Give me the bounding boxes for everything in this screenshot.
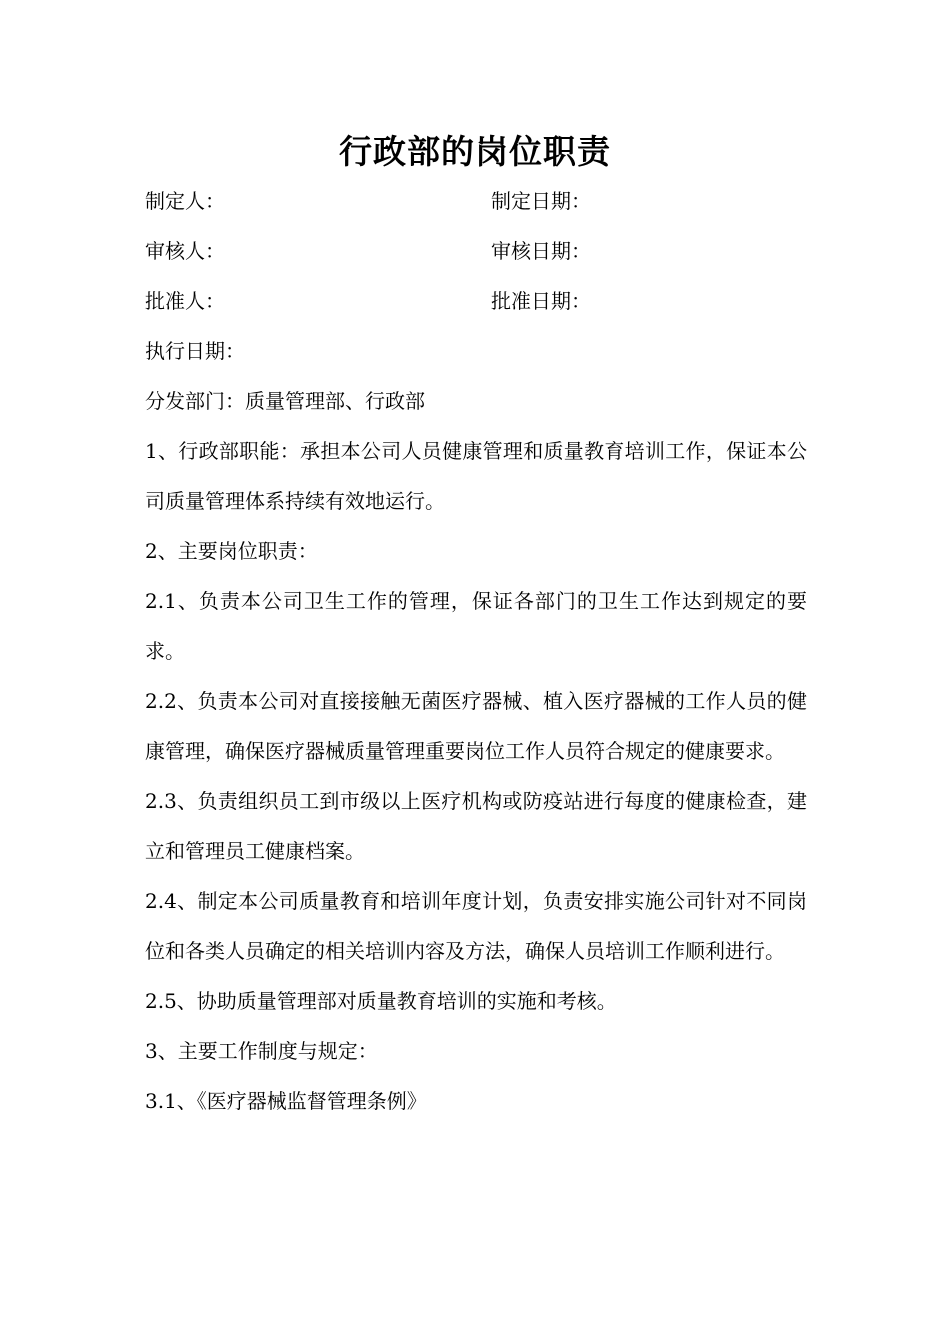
document-body <box>145 176 807 1126</box>
distribution-label: 分发部门：质量管理部、行政部 <box>145 389 425 413</box>
paragraph-2-3: 2.3、负责组织员工到市级以上医疗机构或防疫站进行每度的健康检查，建立和管理员工健康档案。 <box>145 789 807 863</box>
paragraph-3: 3、主要工作制度与规定： <box>145 1039 378 1063</box>
author-date-label: 制定日期： <box>491 189 591 213</box>
approval-date-label: 批准日期： <box>491 289 591 313</box>
paragraph-2: 2、主要岗位职责： <box>145 539 318 563</box>
document-title: 行政部的岗位职责 <box>339 132 611 171</box>
meta-row-author <box>145 176 807 226</box>
reviewer-label: 审核人： <box>145 239 225 263</box>
approver-label: 批准人： <box>145 289 225 313</box>
meta-row-reviewer <box>145 226 807 276</box>
execution-date-label: 执行日期： <box>145 339 245 363</box>
paragraph-3-1: 3.1、《医疗器械监督管理条例》 <box>145 1089 427 1113</box>
paragraph-2-5: 2.5、协助质量管理部对质量教育培训的实施和考核。 <box>145 989 617 1013</box>
paragraph-2-1: 2.1、负责本公司卫生工作的管理，保证各部门的卫生工作达到规定的要求。 <box>145 589 807 663</box>
paragraph-1: 1、行政部职能：承担本公司人员健康管理和质量教育培训工作，保证本公司质量管理体系持续有效地运行。 <box>145 439 807 513</box>
paragraph-2-2: 2.2、负责本公司对直接接触无菌医疗器械、植入医疗器械的工作人员的健康管理，确保医疗器械质量管理重要岗位工作人员符合规定的健康要求。 <box>145 689 807 763</box>
paragraph-2-4: 2.4、制定本公司质量教育和培训年度计划，负责安排实施公司针对不同岗位和各类人员确定的相关培训内容及方法，确保人员培训工作顺利进行。 <box>145 889 807 963</box>
author-label: 制定人： <box>145 189 225 213</box>
meta-row-approver <box>145 276 807 326</box>
review-date-label: 审核日期： <box>491 239 591 263</box>
